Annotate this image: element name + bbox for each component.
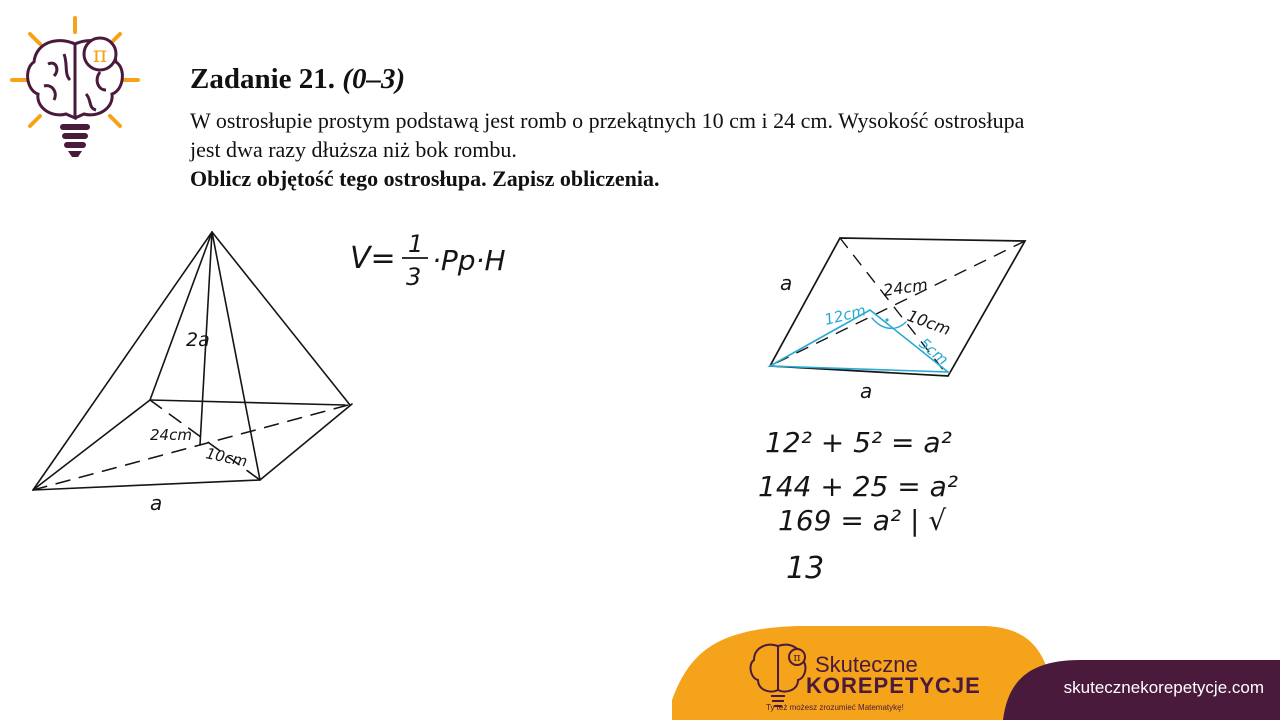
task-text-line-2: jest dwa razy dłuższa niż bok rombu. <box>190 137 517 162</box>
pyramid-height-label: 2a <box>186 329 210 351</box>
half-diag-short-label: 5cm <box>915 334 952 369</box>
half-diag-long-label: 12cm <box>822 301 868 329</box>
rhombus-side-left-label: a <box>780 271 793 295</box>
svg-text:π: π <box>92 43 108 68</box>
footer-brand-line-2: KOREPETYCJE <box>806 673 981 698</box>
rhombus-diag-long-label: 24cm <box>881 274 929 300</box>
calculation-line-4: 13 <box>786 551 825 586</box>
svg-text:π: π <box>793 651 801 664</box>
task-command: Oblicz objętość tego ostrosłupa. Zapisz obliczenia. <box>190 166 660 191</box>
rhombus-side-bottom-label: a <box>860 379 873 403</box>
formula-denominator: 3 <box>406 263 422 291</box>
pyramid-diag-long-label: 24cm <box>150 426 192 444</box>
footer-website-link[interactable]: skutecznekorepetycje.com <box>1063 678 1264 697</box>
formula-v: V= <box>350 241 396 276</box>
pyramid-side-label: a <box>150 491 163 515</box>
rhombus-diag-short-label: 10cm <box>904 305 954 340</box>
formula-rest: ·Pp·H <box>432 244 506 277</box>
calculation-line-3: 169 = a² | √ <box>778 504 947 537</box>
task-number: Zadanie 21. <box>190 63 336 95</box>
calculation-line-1: 12² + 5² = a² <box>765 426 952 459</box>
footer-brand-line-1: Skuteczne <box>815 652 918 677</box>
footer-brand-tagline: Ty też możesz zrozumieć Matematykę! <box>766 703 904 712</box>
task-text-line-1: W ostrosłupie prostym podstawą jest romb o przekątnych 10 cm i 24 cm. Wysokość ostrosłupa <box>190 108 1025 133</box>
pyramid-diag-short-label: 10cm <box>204 444 249 471</box>
task-points: (0–3) <box>342 63 406 95</box>
formula-numerator: 1 <box>408 230 424 258</box>
calculation-line-2: 144 + 25 = a² <box>758 470 958 503</box>
